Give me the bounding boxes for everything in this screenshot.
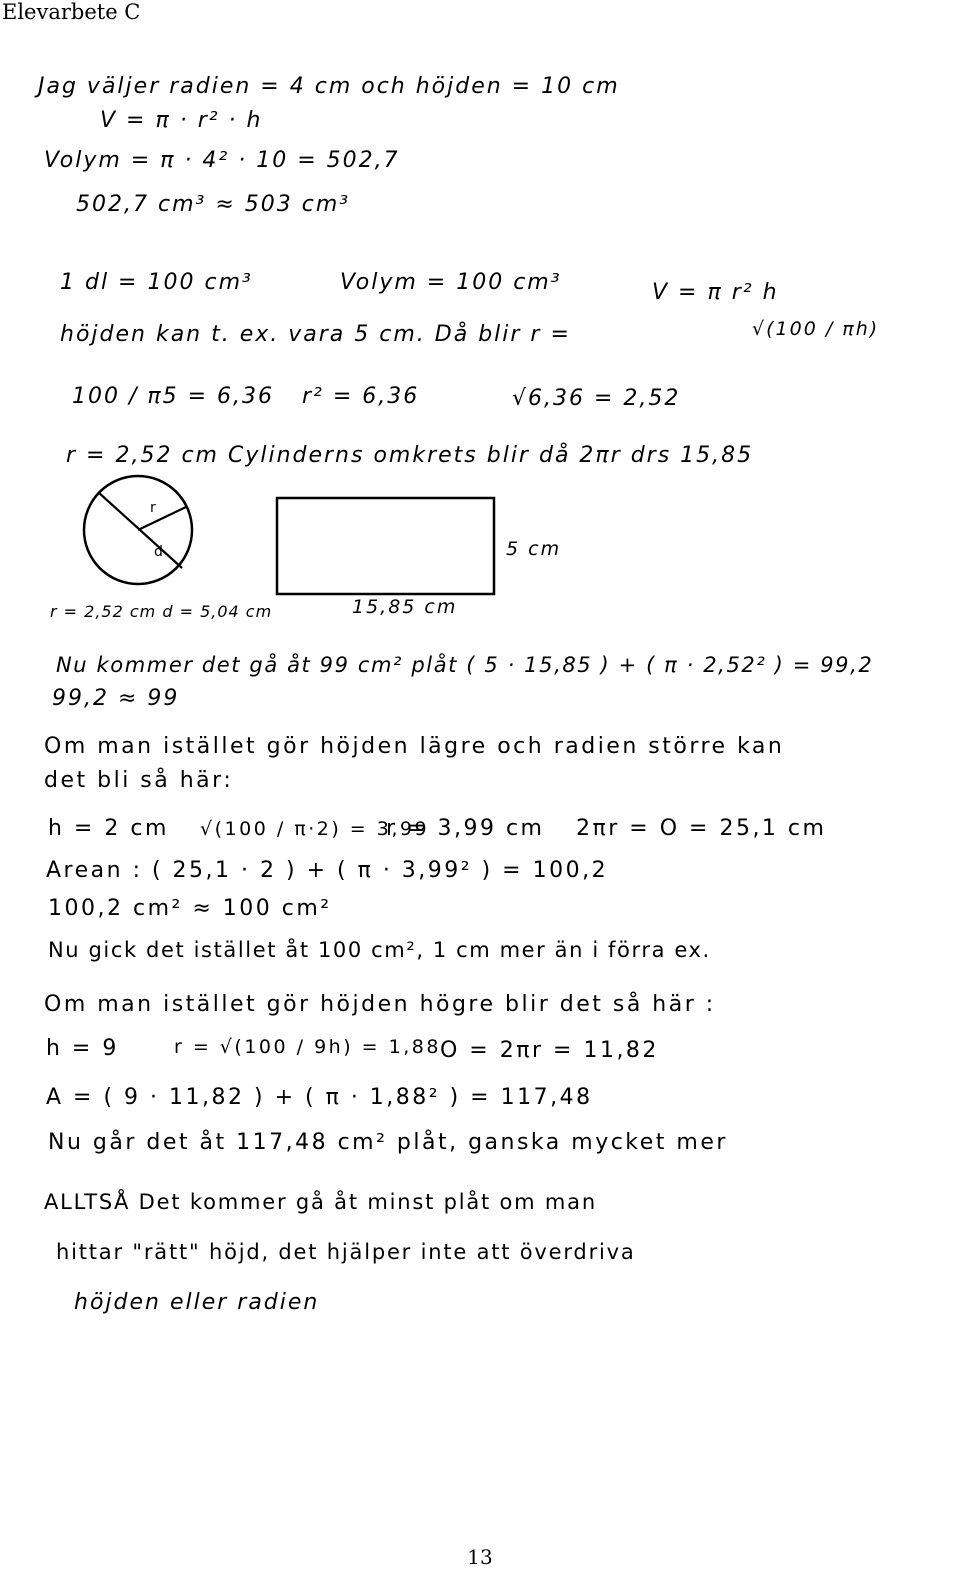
handwritten-line: Nu gick det istället åt 100 cm², 1 cm mer än i förra ex. [48,938,711,962]
handwritten-line: ALLTSÅ Det kommer gå åt minst plåt om man [44,1190,597,1214]
handwritten-line: 1 dl = 100 cm³ [60,270,253,295]
handwritten-line: Nu kommer det gå åt 99 cm² plåt ( 5 · 15,85 ) + ( π · 2,52² ) = 99,2 [56,653,874,677]
handwritten-line: Volym = π · 4² · 10 = 502,7 [44,148,400,173]
handwritten-line: hittar "rätt" höjd, det hjälper inte att överdriva [56,1240,636,1264]
handwritten-formula: r = √(100 / 9h) = 1,88 [174,1036,441,1058]
handwritten-line: Om man istället gör höjden lägre och radien större kan [44,734,785,759]
radius-line [138,507,186,530]
handwritten-line: Arean : ( 25,1 · 2 ) + ( π · 3,99² ) = 100,2 [46,858,609,883]
handwritten-line: det bli så här: [44,768,234,793]
handwritten-line: Jag väljer radien = 4 cm och höjden = 10 cm [38,74,620,99]
handwritten-formula: V = π r² h [652,280,779,305]
handwritten-line: r = 2,52 cm Cylinderns omkrets blir då 2πr drs 15,85 [66,443,754,468]
diameter-label: d [154,544,166,560]
handwritten-line: Volym = 100 cm³ [340,270,562,295]
cylinder-sketch [0,0,960,640]
handwritten-line: höjden eller radien [74,1290,320,1315]
page-number: 13 [467,1545,493,1569]
handwritten-line: Nu går det åt 117,48 cm² plåt, ganska mycket mer [48,1130,728,1155]
handwritten-line: 100,2 cm² ≈ 100 cm² [48,896,332,921]
handwritten-line: Om man istället gör höjden högre blir det så här : [44,992,716,1017]
handwritten-line: h = 9 [46,1036,119,1061]
handwritten-line: O = 2πr = 11,82 [440,1038,659,1063]
handwritten-line: √6,36 = 2,52 [512,386,681,411]
handwritten-formula: √(100 / π·2) = 3,99 [200,818,430,840]
circle-caption: r = 2,52 cm d = 5,04 cm [50,602,273,621]
width-label: 15,85 cm [352,596,458,618]
handwritten-line: 99,2 ≈ 99 [52,686,180,711]
height-label: 5 cm [506,538,562,560]
handwritten-line: höjden kan t. ex. vara 5 cm. Då blir r = [60,322,571,347]
handwritten-line: h = 2 cm [48,816,169,841]
handwritten-line: 100 / π5 = 6,36 [72,384,275,409]
handwritten-formula: √(100 / πh) [752,318,880,340]
handwritten-line: r² = 6,36 [302,384,420,409]
handwritten-line: r = 3,99 cm [386,816,545,841]
radius-label: r [150,500,159,516]
handwritten-line: 502,7 cm³ ≈ 503 cm³ [76,192,351,217]
handwritten-formula: V = π · r² · h [100,108,263,133]
handwritten-line: A = ( 9 · 11,82 ) + ( π · 1,88² ) = 117,48 [46,1085,593,1110]
page-title: Elevarbete C [2,0,141,24]
handwritten-line: 2πr = O = 25,1 cm [576,816,827,841]
rectangle-sketch [277,498,494,594]
